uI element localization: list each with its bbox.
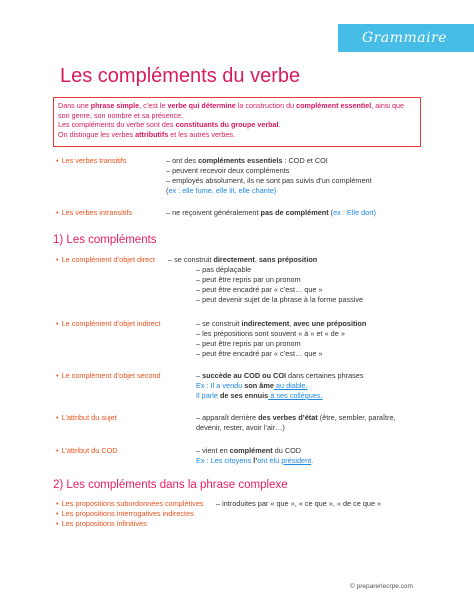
cos-line-1: – succède au COD ou COI dans certaines phrases [196,371,364,380]
coi-line-3: – peut être repris par un pronom [196,339,301,348]
attr-sujet-line-2: devenir, rester, avoir l’air…) [196,423,285,432]
complexe-item-3: • Les propositions infinitives [56,519,147,528]
attr-cod-line-1: – vient en complément du COD [196,446,302,455]
transitifs-line-3: – employés absolument, ils ne sont pas suivis d’un complément [166,176,372,185]
section-2-heading: 2) Les compléments dans la phrase complexe [53,479,288,491]
cod-line-1: – se construit directement, sans préposition [168,255,318,264]
attr-sujet-label: • L’attribut du sujet [56,413,117,422]
intransitifs-label: • Les verbes intransitifs [56,208,133,217]
coi-line-2: – les prépositions sont souvent « à » et « de » [196,329,345,338]
footer-credit: © preparerlecrpe.com [350,583,413,590]
coi-line-1: – se construit indirectement, avec une préposition [196,319,367,328]
intro-box [53,97,421,147]
page-title: Les compléments du verbe [60,65,301,87]
cod-line-3: – peut être repris par un pronom [196,275,301,284]
cod-line-4: – peut être encadré par « c’est… que » [196,285,323,294]
banner-label: Grammaire [362,30,448,46]
cos-example-1: Ex : Il a vendu son âme au diable. [196,381,308,390]
transitifs-label: • Les verbes transitifs [56,156,127,165]
coi-line-4: – peut être encadré par « c’est… que » [196,349,323,358]
intransitifs-line: – ne reçoivent généralement pas de complément (ex : Elle dort) [166,208,377,217]
intro-line-2: son genre, son nombre et sa présence. [58,110,184,120]
transitifs-example: (ex : elle fume, elle lit, elle chante) [166,186,277,195]
cod-label: • Le complément d’objet direct [56,255,155,264]
intro-line-1: Dans une phrase simple, c’est le verbe qui détermine la construction du complément essentiel, ainsi que [58,101,405,110]
complexe-item-2: • Les propositions interrogatives indirectes [56,509,194,518]
cod-line-2: – pas déplaçable [196,265,252,274]
complexe-note: – introduites par « que », « ce que », « de ce que » [216,499,382,508]
transitifs-line-1: – ont des compléments essentiels : COD et COI [166,156,328,165]
complexe-item-1: • Les propositions subordonnées complétives [56,499,204,508]
cos-label: • Le complément d’objet second [56,371,161,380]
attr-cod-example: Ex : Les citoyens l’ont élu président. [196,456,314,465]
intro-line-4: On distingue les verbes attributifs et les autres verbes. [58,129,235,139]
transitifs-line-2: – peuvent recevoir deux compléments [166,166,290,175]
intro-line-3: Les compléments du verbe sont des constituants du groupe verbal. [58,120,281,129]
attr-cod-label: • L’attribut du COD [56,446,118,455]
cos-example-2: Il parle de ses ennuis à ses collègues. [196,391,323,400]
section-1-heading: 1) Les compléments [53,234,157,246]
coi-label: • Le complément d’objet indirect [56,319,161,328]
cod-line-5: – peut devenir sujet de la phrase à la forme passive [196,295,364,304]
attr-sujet-line-1: – apparaît derrière des verbes d’état (être, sembler, paraître, [196,413,396,422]
